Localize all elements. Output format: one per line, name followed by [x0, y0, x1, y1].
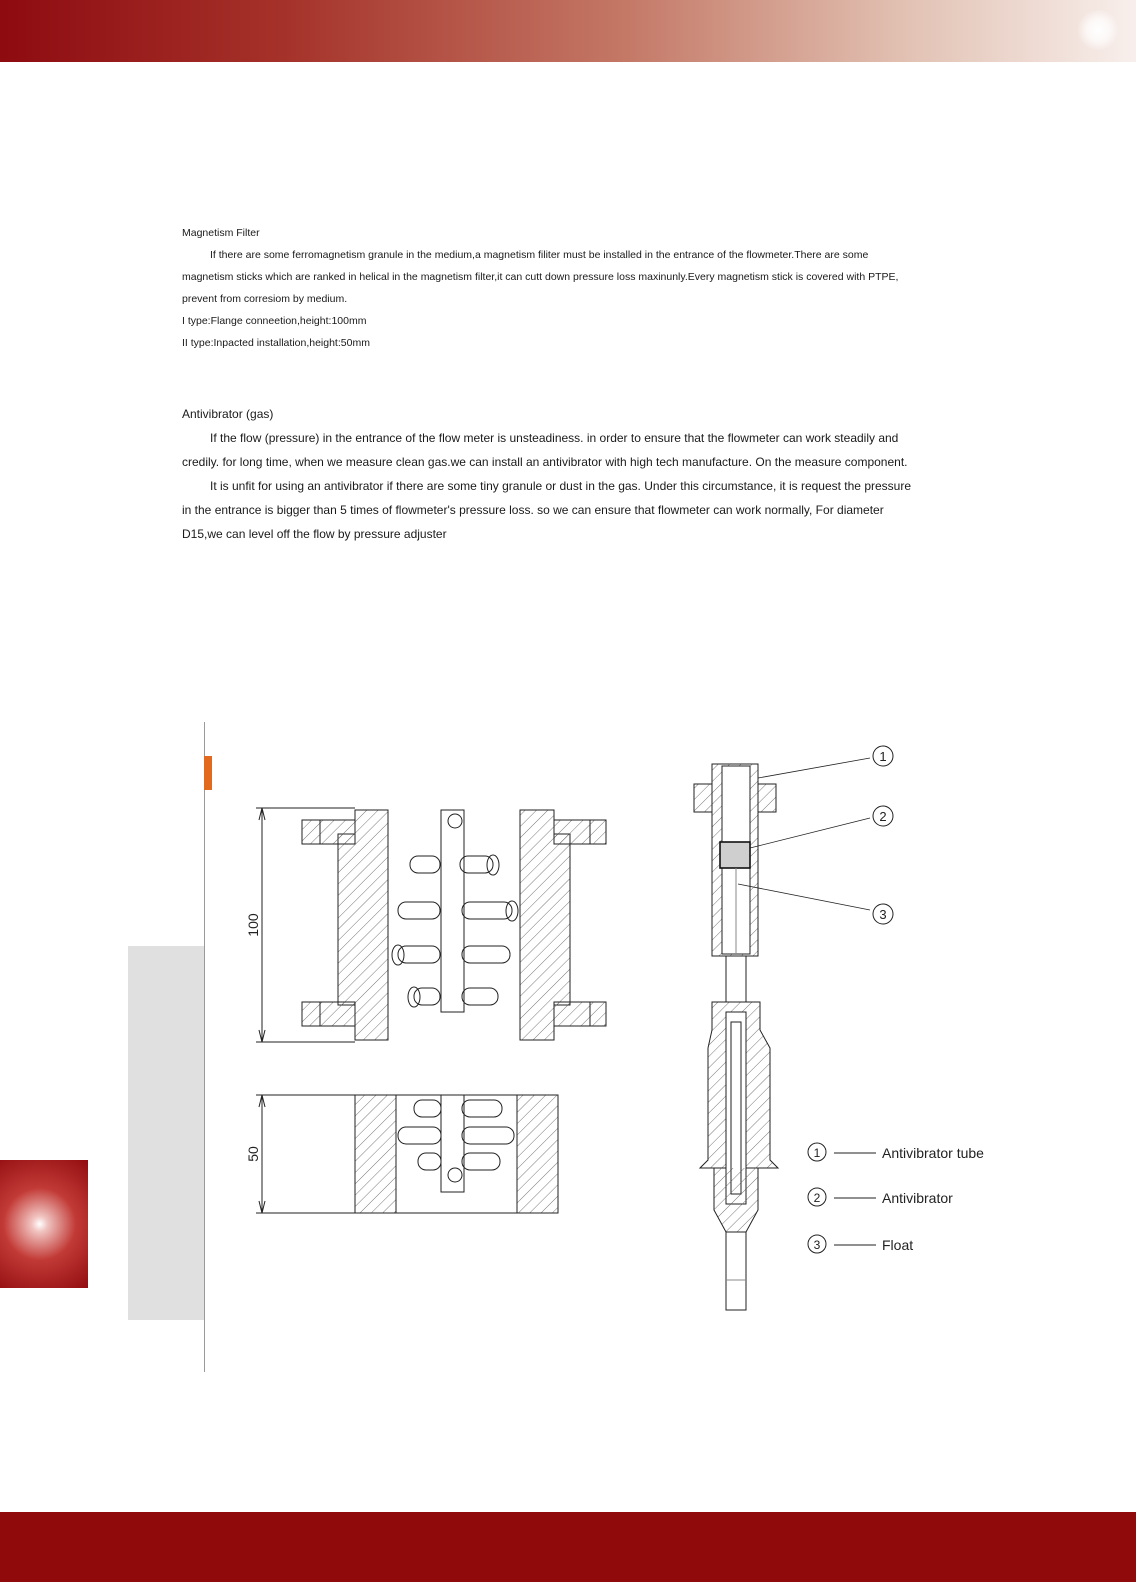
legend-label-3: Float: [882, 1237, 914, 1253]
antivibrator-paragraph-2: It is unfit for using an antivibrator if there are some tiny granule or dust in the gas. Under this circumstance, it is request the pressure in the entrance is bigger than 5 times of flowmeter's pressure loss. so we can ensure that flowmeter can work normally, For diameter D15,we can level off the flow by pressure adjuster: [182, 479, 912, 541]
antivibrator-title: Antivibrator (gas): [182, 407, 274, 421]
svg-text:3: 3: [813, 1238, 821, 1252]
dimension-50: [256, 1095, 355, 1213]
legend-label-2: Antivibrator: [882, 1190, 953, 1206]
svg-text:1: 1: [879, 749, 887, 764]
inpacted-filter-drawing: [355, 1095, 558, 1213]
footer-band: [0, 1512, 1136, 1582]
flange-filter-drawing: [302, 810, 606, 1040]
svg-text:1: 1: [813, 1146, 821, 1160]
svg-text:3: 3: [879, 907, 887, 922]
callout-3: [873, 904, 893, 924]
callout-2: [873, 806, 893, 826]
magnetism-filter-title: Magnetism Filter: [182, 227, 260, 239]
type-2-spec: II type:Inpacted installation,height:50mm: [182, 337, 370, 349]
legend-item-1: [808, 1143, 984, 1161]
legend-item-2: [808, 1188, 953, 1206]
callout-1: [873, 746, 893, 766]
svg-text:2: 2: [813, 1191, 821, 1205]
antivibrator-assembly-drawing: [694, 764, 778, 1310]
legend: [808, 1143, 984, 1253]
svg-text:2: 2: [879, 809, 887, 824]
legend-item-3: [808, 1235, 913, 1253]
magnetism-filter-paragraph: If there are some ferromagnetism granule in the medium,a magnetism filiter must be installed in the entrance of the flowmeter.There are some magnetism sticks which are ranked in helical in the magnetism filter,it can cutt down pressure loss maxinunly.Every magnetism stick is covered with PTPE, prevent from corresiom by medium.: [182, 249, 899, 305]
antivibrator-paragraph-1: If the flow (pressure) in the entrance of the flow meter is unsteadiness. in order to ensure that the flowmeter can work steadily and credily. for long time, when we measure clean gas.we can install an antivibrator with high tech manufacture. On the measure component.: [182, 431, 908, 469]
dimension-50-label: 50: [245, 1146, 261, 1162]
dimension-100-label: 100: [245, 913, 261, 937]
legend-label-1: Antivibrator tube: [882, 1145, 984, 1161]
type-1-spec: I type:Flange conneetion,height:100mm: [182, 315, 367, 327]
